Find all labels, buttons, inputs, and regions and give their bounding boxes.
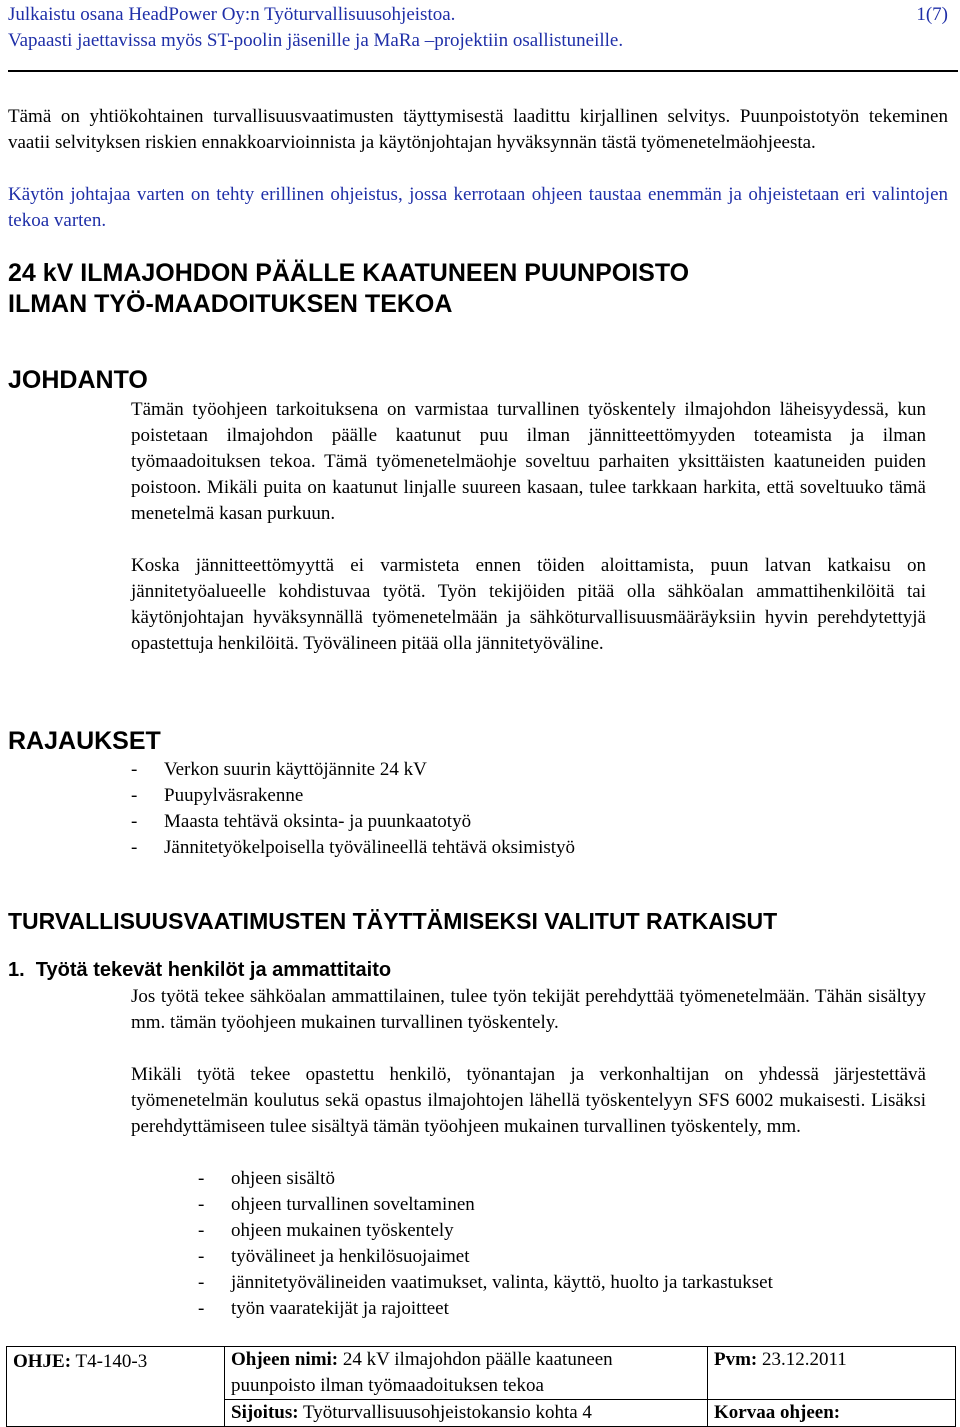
list-item: - Verkon suurin käyttöjännite 24 kV (131, 759, 427, 780)
turvallisuus-paragraph-2: Mikäli työtä tekee opastettu henkilö, työnantajan ja verkonhaltijan on yhdessä järjestettävä työmenetelmän koulutus sekä opastus ilmajohtojen lähellä työskentelyyn SFS 6002 mukaisesti. Lisäksi perehdyttämiseen tulee sisältyä tämän työohjeen mukainen turvallinen työskentely, mm. (131, 1064, 926, 1137)
section-heading-rajaukset: RAJAUKSET (8, 727, 161, 755)
list-item: - jännitetyövälineiden vaatimukset, valinta, käyttö, huolto ja tarkastukset (198, 1272, 773, 1293)
header-publisher-line: Julkaistu osana HeadPower Oy:n Työturvallisuusohjeistoa. (8, 4, 456, 25)
header-distribution-line: Vapaasti jaettavissa myös ST-poolin jäsenille ja MaRa –projektiin osallistuneille. (8, 30, 624, 51)
list-item: - Jännitetyökelpoisella työvälineellä tehtävä oksimistyö (131, 837, 576, 858)
list-item: - työvälineet ja henkilösuojaimet (198, 1246, 470, 1267)
turvallisuus-paragraph-1: Jos työtä tekee sähköalan ammattilainen, tulee työn tekijät perehdyttää työmenetelmään. Tähän sisältyy mm. tämän työohjeen mukainen turvallinen työskentely. (131, 986, 926, 1033)
ohjeen-nimi-cell (225, 1347, 708, 1400)
johdanto-paragraph-1: Tämän työohjeen tarkoituksena on varmistaa turvallinen työskentely ilmajohdon läheisyydessä, kun poistetaan ilmajohdon päälle kaatunut puu ilman jännitteettömyyden toteamista ja ilman työmaadoituksen tekoa. Tämä työmenetelmäohje soveltuu parhaiten yksittäisten kaatuneiden puiden poistoon. Mikäli puita on kaatunut linjalle suureen kasaan, tulee tarkkaan harkita, että soveltuuko tämä menetelmä kasan purkuun. (131, 399, 926, 524)
page-title: 24 kV ILMAJOHDON PÄÄLLE KAATUNEEN PUUNPOISTO ILMAN TYÖ-MAADOITUKSEN TEKOA (8, 259, 690, 318)
korvaa-label: Korvaa ohjeen: (714, 1402, 841, 1423)
list-item: - ohjeen turvallinen soveltaminen (198, 1194, 475, 1215)
ohjeen-nimi-label: Ohjeen nimi: (231, 1349, 339, 1370)
intro-note: Käytön johtajaa varten on tehty erillinen ohjeistus, jossa kerrotaan ohjeen taustaa enemmän ja ohjeistetaan eri valintojen tekoa varten. (8, 184, 948, 231)
sijoitus-cell (225, 1400, 708, 1427)
sijoitus-value: Työturvallisuusohjeistokansio kohta 4 (303, 1402, 592, 1423)
pvm-value: 23.12.2011 (762, 1349, 847, 1370)
korvaa-cell (708, 1400, 956, 1427)
list-item: - Puupylväsrakenne (131, 785, 304, 806)
document-header (8, 2, 948, 54)
ohje-label: OHJE: (13, 1351, 72, 1372)
ohje-value: T4-140-3 (75, 1351, 148, 1372)
document-info-table (6, 1346, 956, 1427)
subsection-heading-1: 1. Työtä tekevät henkilöt ja ammattitaito (8, 959, 392, 981)
header-divider (8, 70, 958, 72)
pvm-cell (708, 1347, 956, 1400)
list-item: - Maasta tehtävä oksinta- ja puunkaatotyö (131, 811, 472, 832)
rajaukset-list (131, 757, 921, 861)
johdanto-paragraph-2: Koska jännitteettömyyttä ei varmisteta ennen töiden aloittamista, puun latvan katkaisu on jännitetyöalueelle kohdistuvaa työtä. Työn tekijöiden pitää olla sähköalan ammattihenkilöitä tai käytönjohtajan hyväksynnällä työmenetelmään ja sähköturvallisuusmääräyksiin hyvin perehdytettyjä opastettuja henkilöitä. Työvälineen pitää olla jännitetyöväline. (131, 555, 926, 654)
pvm-label: Pvm: (714, 1349, 758, 1370)
ohjeen-nimi-value: 24 kV ilmajohdon päälle kaatuneen puunpoisto ilman työmaadoituksen tekoa (231, 1349, 613, 1396)
sijoitus-label: Sijoitus: (231, 1402, 299, 1423)
list-item: - ohjeen mukainen työskentely (198, 1220, 454, 1241)
list-item: - ohjeen sisältö (198, 1168, 335, 1189)
intro-paragraph: Tämä on yhtiökohtainen turvallisuusvaatimusten täyttymisestä laadittu kirjallinen selvitys. Puunpoistotyön tekeminen vaatii selvityksen riskien ennakkoarvioinnista ja käytönjohtajan hyväksynnän tästä työmenetelmäohjeesta. (8, 106, 948, 153)
ohje-cell (7, 1347, 225, 1427)
perehdytys-list (198, 1166, 928, 1322)
list-item: - työn vaaratekijät ja rajoitteet (198, 1298, 449, 1319)
page-number: 1(7) (916, 4, 948, 25)
section-heading-turvallisuus: TURVALLISUUSVAATIMUSTEN TÄYTTÄMISEKSI VALITUT RATKAISUT (8, 908, 778, 934)
section-heading-johdanto: JOHDANTO (8, 366, 148, 394)
